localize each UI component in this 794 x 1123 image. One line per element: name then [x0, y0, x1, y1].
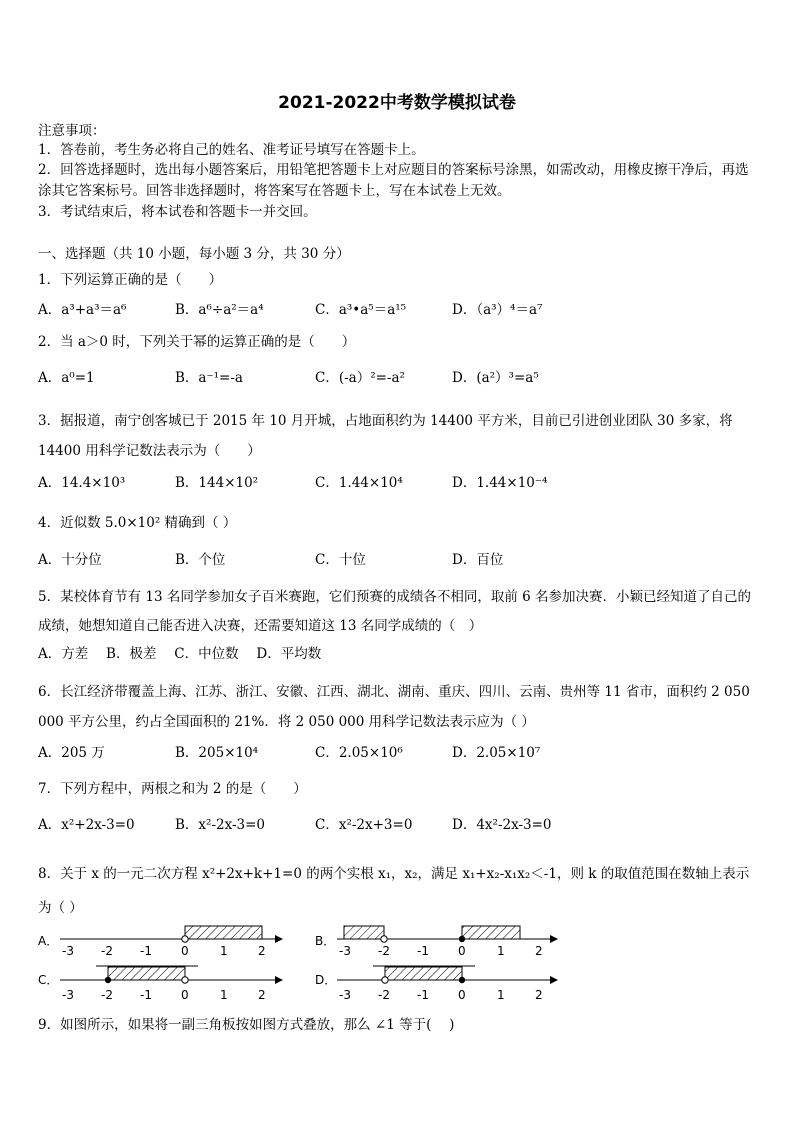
tick-label: -2 — [101, 944, 113, 958]
notice-item-3: 3．考试结束后，将本试卷和答题卡一并交回。 — [38, 204, 317, 220]
section-heading: 一、选择题（共 10 小题，每小题 3 分，共 30 分） — [38, 246, 350, 262]
hatched-region — [185, 926, 262, 939]
q8-label-d: D． — [315, 973, 337, 987]
q8-option-d — [315, 966, 558, 1002]
q7-option-a: A．x²+2x-3=0 — [38, 817, 135, 833]
q8-stem: 8．关于 x 的一元二次方程 x²+2x+k+1=0 的两个实根 x₁，x₂，满足 x₁+x₂-x₁x₂＜-1，则 k 的取值范围在数轴上表示为（ ） — [38, 866, 750, 916]
q4-option-d: D．百位 — [452, 552, 504, 568]
tick-label: 0 — [458, 988, 466, 1002]
q3-stem: 3．据报道，南宁创客城已于 2015 年 10 月开城，占地面积约为 14400 平方米，目前已引进创业团队 30 多家，将 14400 用科学记数法表示为（ ） — [38, 413, 733, 459]
q3-option-c: C．1.44×10⁴ — [315, 475, 403, 491]
q5-stem: 5．某校体育节有 13 名同学参加女子百米赛跑，它们预赛的成绩各不相同，取前 6 名参加决赛．小颖已经知道了自己的成绩，她想知道自己能否进入决赛，还需要知道这 13 名同学成绩的（ ） — [38, 589, 752, 634]
q1-option-a: A．a³+a³＝a⁶ — [38, 302, 127, 318]
q7-option-c: C．x²-2x+3=0 — [315, 817, 413, 833]
q7-option-d: D．4x²-2x-3=0 — [452, 817, 552, 833]
tick-label: -1 — [417, 944, 429, 958]
q3-option-d: D．1.44×10⁻⁴ — [452, 475, 548, 491]
tick-label: -3 — [339, 944, 351, 958]
tick-label: 2 — [258, 944, 266, 958]
open-endpoint — [382, 977, 388, 983]
notice-item-1: 1．答卷前，考生务必将自己的姓名、准考证号填写在答题卡上。 — [38, 142, 425, 158]
closed-endpoint — [105, 977, 111, 983]
tick-labels — [339, 988, 543, 1002]
open-endpoint — [182, 936, 188, 942]
q4-option-b: B．个位 — [175, 552, 226, 568]
page-title: 2021-2022中考数学模拟试卷 — [278, 93, 516, 113]
open-endpoint — [381, 936, 387, 942]
q4-stem: 4．近似数 5.0×10² 精确到（ ） — [38, 515, 237, 531]
tick-label: -1 — [417, 988, 429, 1002]
q7-stem: 7．下列方程中，两根之和为 2 的是（ ） — [38, 781, 307, 797]
tick-label: 2 — [535, 988, 543, 1002]
tick-label: -1 — [140, 944, 152, 958]
q8-label-a: A． — [38, 934, 59, 948]
q4-option-a: A．十分位 — [38, 552, 102, 568]
q6-stem: 6．长江经济带覆盖上海、江苏、浙江、安徽、江西、湖北、湖南、重庆、四川、云南、贵州等 11 省市，面积约 2 050 000 平方公里，约占全国面积的 21%．将 2 050 000 用科学记数法表示应为（ ） — [38, 684, 750, 730]
q2-option-d: D．(a²）³=a⁵ — [452, 370, 539, 386]
arrow-icon — [550, 935, 558, 943]
tick-label: 1 — [497, 988, 505, 1002]
q2-option-a: A．a⁰=1 — [38, 370, 95, 386]
q6-option-d: D．2.05×10⁷ — [452, 745, 541, 761]
arrow-icon — [275, 976, 283, 984]
arrow-icon — [275, 935, 283, 943]
q1-stem: 1．下列运算正确的是（ ） — [38, 272, 223, 288]
q2-option-c: C．(-a）²=-a² — [315, 370, 405, 386]
tick-label: -3 — [62, 988, 74, 1002]
tick-label: 0 — [181, 988, 189, 1002]
tick-labels — [62, 988, 266, 1002]
tick-label: -2 — [378, 988, 390, 1002]
tick-label: -3 — [62, 944, 74, 958]
q1-option-c: C．a³•a⁵＝a¹⁵ — [315, 302, 407, 318]
q3-option-b: B．144×10² — [175, 475, 259, 491]
q1-option-b: B．a⁶÷a²＝a⁴ — [175, 302, 264, 318]
q8-option-a — [38, 926, 283, 958]
q6-option-b: B．205×10⁴ — [175, 745, 259, 761]
notice-item-2: 2．回答选择题时，选出每小题答案后，用铅笔把答题卡上对应题目的答案标号涂黑，如需改动，用橡皮擦干净后，再选涂其它答案标号。回答非选择题时，将答案写在答题卡上，写在本试卷上无效。 — [38, 162, 749, 199]
tick-label: -2 — [378, 944, 390, 958]
tick-labels — [62, 944, 266, 958]
tick-label: 2 — [258, 988, 266, 1002]
tick-label: -3 — [339, 988, 351, 1002]
tick-labels — [339, 944, 543, 958]
tick-label: 1 — [220, 944, 228, 958]
closed-endpoint — [459, 977, 465, 983]
tick-label: -2 — [101, 988, 113, 1002]
q7-option-b: B．x²-2x-3=0 — [175, 817, 266, 833]
q1-option-d: D．（a³）⁴＝a⁷ — [452, 302, 543, 318]
tick-label: 0 — [458, 944, 466, 958]
tick-label: -1 — [140, 988, 152, 1002]
closed-endpoint — [459, 936, 465, 942]
q4-option-c: C．十位 — [315, 552, 366, 568]
q6-option-c: C．2.05×10⁶ — [315, 745, 403, 761]
q3-option-a: A．14.4×10³ — [38, 475, 126, 491]
notice-heading: 注意事项： — [38, 123, 106, 139]
tick-label: 0 — [181, 944, 189, 958]
q6-option-a: A．205 万 — [38, 745, 105, 761]
q5-options: A．方差 B．极差 C．中位数 D．平均数 — [38, 646, 322, 662]
tick-label: 1 — [220, 988, 228, 1002]
hatched-region — [462, 926, 520, 939]
hatched-region — [385, 967, 462, 980]
tick-label: 1 — [497, 944, 505, 958]
open-endpoint — [182, 977, 188, 983]
q8-option-c — [38, 966, 283, 1002]
arrow-icon — [550, 976, 558, 984]
q8-option-b — [315, 926, 558, 958]
q9-stem: 9．如图所示，如果将一副三角板按如图方式叠放，那么 ∠1 等于( ) — [38, 1017, 455, 1033]
q2-stem: 2．当 a＞0 时，下列关于幂的运算正确的是（ ） — [38, 334, 356, 350]
hatched-region — [344, 926, 384, 939]
tick-label: 2 — [535, 944, 543, 958]
q2-option-b: B．a⁻¹=-a — [175, 370, 243, 386]
q8-label-c: C． — [38, 973, 59, 987]
hatched-region — [108, 967, 185, 980]
q8-label-b: B． — [315, 934, 336, 948]
